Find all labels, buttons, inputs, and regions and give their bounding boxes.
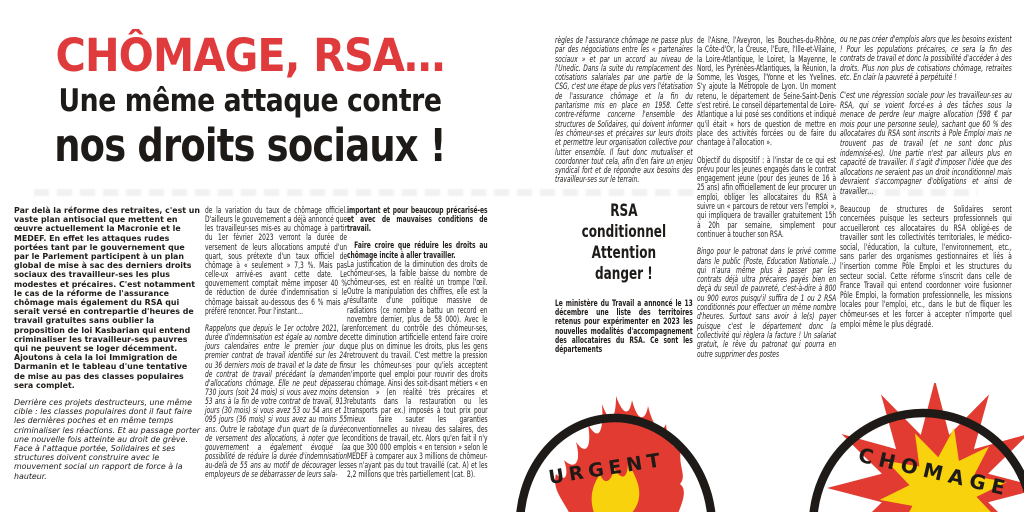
paragraph: Beaucoup de structures de Solidaires seront concernées puisque les secteurs professionnels qui accueilleront ces allocataires du RSA obligé-es de travailler sont les collectivités territoriales, le médico-social, l'éducation, la culture, l'environnement, etc., sans parler des organismes gestionnaires et liés à l'insertion comme Pôle Emploi et les structures du secteur social. Cette réforme s'inscrit dans celle de France Travail qui entend coordonner voire fusionner Pôle Emploi, la formation professionnelle, les missions locales pour l'emploi, etc., dans le but de fliquer les chômeur-ses et les forcer à accepter n'importe quel emploi même le plus dégradé. — [840, 204, 1012, 330]
column-chomage-officiel — [205, 206, 347, 480]
paragraph-italic: règles de l'assurance chômage ne passe plus par des négociations entre les « partenaires sociaux » et par un accord au niveau de l'Unedic. Dans la suite du remplacement des cotisations salariales par une partie de la CSG, c'est une étape de plus vers l'étatisation de l'assurance chômage et la fin du paritarisme mis en place en 1958. Cette contre-réforme concerne l'ensemble des structures de Solidaires, qui doivent informer les chômeur-ses et précaires sur leurs droits et permettre leur organisation collective pour lutter ensemble. Il faut donc mutualiser et coordonner tout cela, afin d'en faire un enjeu syndical fort et de répondre aux besoins des travailleur-ses sur le terrain. — [555, 35, 693, 185]
column-regles-assurance — [555, 36, 693, 355]
headline-kicker: CHÔMAGE, RSA… — [55, 29, 445, 82]
paragraph-italic: ou ne pas créer d'emplois alors que les besoins existent ! Pour les populations précaires, ce sera la fin des contrats de travail et donc la possibilité d'accéder à des droits. Plus non plus de cotisations chômage, retraites etc. En clair la pauvreté à perpétuité ! — [840, 35, 1012, 84]
paragraph-lead-bold: important et pour beaucoup précarisé-es et avec de mauvaises conditions de travail. — [347, 205, 488, 234]
column-departements — [697, 36, 836, 359]
paragraph-intro-italic: Derrière ces projets destructeurs, une même cible : les classes populaires dont il faut faire les dernières poches et en même temps criminaliser les réactions. Et au passage porter une nouvelle fois atteinte au droit de grève. Face à l'attaque portée, Solidaires et ses structures doivent construire avec le mouvement social un rapport de force à la hauteur. — [14, 397, 201, 481]
urgent-label: URGENT — [547, 448, 667, 489]
paragraph: de l'Aisne, l'Aveyron, les Bouches-du-Rhône, la Côte-d'Or, la Creuse, l'Eure, l'Ille-et-Vilaine, la Loire-Atlantique, le Loiret, la Mayenne, le Nord, les Pyrénées-Atlantiques, la Réunion, la Somme, les Vosges, l'Yonne et les Yvelines. S'y ajoute la Métropole de Lyon. Un moment retenu, le département de Seine-Saint-Denis s'est retiré. Le conseil départemental de Loire-Atlantique a lui posé ses conditions et indiqué qu'il était « hors de question de mettre en place des activités forcées ou de faire du chantage à l'allocation ». — [697, 35, 837, 148]
column-regression-sociale — [840, 36, 1012, 330]
chomage-explosion-illustration — [795, 383, 1024, 512]
paragraph-intro-bold: Par delà la réforme des retraites, c'est un vaste plan antisocial que mettent en œuvre actuellement la Macronie et le MEDEF. En effet les attaques rudes portées tant par le gouvernement que par le Parlement participent à un plan global de mise à sac des derniers droits sociaux des travailleur-ses les plus modestes et précaires. C'est notamment le cas de la réforme de l'assurance chômage mais également du RSA qui serait versé en contrepartie d'heures de travail gratuites sans oublier la proposition de loi Kasbarian qui entend criminaliser les travailleur-ses pauvres qui ne peuvent se loger décemment. Ajoutons à cela la loi Immigration de Darmanin et le tableau d'une tentative de mise au pas des classes populaires sera complet. — [14, 205, 201, 390]
paragraph: La justification de la diminution des droits de chômeur-ses, la faible baisse du nombre de chômeur-ses, est en réalité un trompe l'œil. Outre la manipulation des chiffres, elle est la résultante d'une politique massive de radiations (ce nombre a battu un record en novembre dernier, plus de 58 000). Avec le renforcement du contrôle des chômeur-ses, cette diminution artificielle entend faire croire que plus on diminue les droits, plus les gens retrouvent du travail. C'est mettre la pression sur les chômeur-ses pour qu'iels acceptent n'importe quel emploi pour rouvrir des droits au chômage. Ainsi des soit-disant métiers « en tension » (en réalité très précaires et rebutants dans la restauration ou les transports par ex.) imposés à tout prix pour mieux faire sauter les garanties conventionnelles au niveau des salaires, des conditions de travail, etc. Alors qu'en fait il n'y a que 300 000 emplois « en tension » selon le MEDEF à comparer aux 3 millions de chômeur-ses n'ayant pas du tout travaillé (cat. A) et les 2,2 millions que très partiellement (cat. B). — [347, 258, 488, 480]
headline-subtitle-2: nos droits sociaux ! — [54, 119, 446, 172]
section-heading-rsa-conditionnel — [555, 201, 693, 285]
paragraph-italic: Bingo pour le patronat dans le privé comme dans le public (Poste, Education Nationale…) qui n'aura même plus à passer par les contrats déjà ultra précaires payés bien en deçà du seuil de pauvreté, c'est-à-dire à 800 ou 900 euros puisqu'il suffira de 1 ou 2 RSA conditionnés pour effectuer un même nombre d'heures. Surtout sans avoir à le(s) payer puisque c'est le département donc la collectivité qui règlera la facture ! Un salariat gratuit, le rêve du patronat qui pourra en outre supprimer des postes — [697, 246, 837, 359]
heading-line: danger ! — [594, 263, 653, 284]
heading-line: RSA — [610, 200, 638, 221]
paragraph-ministere: Le ministère du Travail a annoncé le 13 décembre une liste des territoires retenus pour expérimenter en 2023 les nouvelles modalités d'accompagnement des allocataires du RSA. Ce sont les départements — [555, 297, 693, 355]
paragraph: Objectif du dispositif : à l'instar de ce qui est prévu pour les jeunes engagés dans le contrat engagement jeune (pour des jeunes de 16 à 25 ans) afin officiellement de leur procurer un emploi, obliger les allocataires du RSA à suivre un « parcours de retour vers l'emploi », qui impliquera de travailler gratuitement 15h à 20h par semaine, simplement pour continuer à toucher son RSA. — [697, 154, 837, 239]
chomage-label: CHOMAGE — [856, 442, 1014, 502]
paragraph: de la variation du taux de chômage officiel. D'ailleurs le gouvernement a déjà annoncé que les travailleur-ses mis-es au chômage à partir du 1er février 2023 verront la durée de versement de leurs allocations amputé d'un quart, sous prétexte d'un taux officiel de chômage à « seulement » 7,3 %. Mais pas celle-ux arrivé-es avant cette date. Le gouvernement comptait même imposer 40 % de réduction de durée d'indemnisation si le chômage baissait au-dessous des 6 % mais a préféré renoncer. Pour l'instant… — [205, 205, 347, 316]
heading-line: Attention — [591, 242, 657, 263]
heading-line: conditionnel — [581, 221, 667, 242]
urgent-bomb-illustration — [512, 390, 724, 512]
paragraph-italic: Rappelons que depuis le 1er octobre 2021, la durée d'indemnisation est égale au nombre de jours calendaires entre le premier jour du premier contrat de travail identifié sur les 24 ou 36 derniers mois de travail et la date de fin de contrat de travail précédant la demande d'allocations chômage. Elle ne peut dépasser 730 jours (soit 24 mois) si vous avez moins de 53 ans à la fin de votre contrat de travail, 913 jours (30 mois) si vous avez 53 ou 54 ans et 1 095 jours (36 mois) si vous avez au moins 55 ans. Outre le rabotage d'un quart de la durée de versement des allocations, à noter que le gouvernement a également évoqué la possibilité de réduire la durée d'indemnisation au-delà de 55 ans au motif de décourager les employeurs de se débarrasser de leurs sala- — [205, 322, 347, 480]
headline — [0, 30, 500, 172]
column-intro — [14, 206, 200, 481]
ink-bleed-ghost-line — [34, 189, 978, 196]
headline-subtitle-1: Une même attaque contre — [58, 83, 442, 119]
column-faire-croire — [347, 206, 488, 480]
paragraph-italic: C'est une régression sociale pour les travailleur-ses au RSA, qui se voient forcé-es à des tâches sous la menace de perdre leur maigre allocation (598 € par mois pour une personne seule), sachant que 60 % des allocataires du RSA sont inscrits à Pole Emploi mais ne trouvent pas de travail (et ne sont donc plus indemnisé-es). Une partie n'est par ailleurs plus en capacité de travailler. Il s'agit d'imposer l'idée que des allocations ne seraient pas un droit inconditionnel mais devraient s'accompagner d'obligations et ainsi de travailler… — [840, 90, 1012, 197]
paragraph-lead2-bold: Faire croire que réduire les droits au chômage incite à aller travailler. — [347, 240, 488, 260]
